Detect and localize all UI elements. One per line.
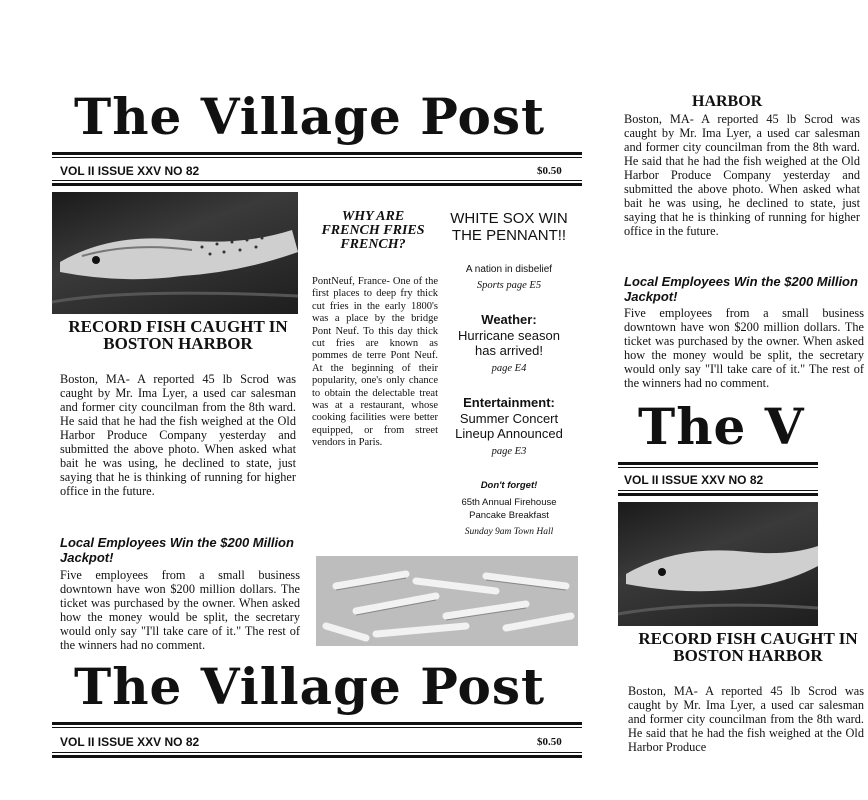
fries-body: PontNeuf, France- One of the first places to deep fry thick cut fries in the early 1800's was a place by the bridge Pont Neuf. To this day thick cut fries are known as pommes de terre Pont Neuf. At the beginning of their popularity, one's only chance to obtain the delectable treat was at a restaurant, whose cooking facilities were better equipped, or from street vendors in Paris. (312, 276, 438, 449)
issue-line-bottom: VOL II ISSUE XXV NO 82 (60, 735, 200, 749)
reminder-when: Sunday 9am Town Hall (464, 527, 554, 537)
masthead-title: The Village Post (74, 87, 546, 146)
entertainment-text: Summer Concert Lineup Announced (455, 411, 563, 441)
entertainment-page: page E3 (491, 446, 527, 457)
jackpot-body: Five employees from a small business downtown have won $200 million dollars. The ticket was purchased by the owner. When asked how the money would be split, the secretary would only say "I'll take care of it." The rest of the winners had no comment. (60, 568, 300, 652)
masthead-rule-bottom (52, 180, 582, 181)
right-sheet (612, 0, 864, 800)
right-jackpot-headline: Local Employees Win the $200 Million Jackpot! (624, 274, 858, 304)
right-rule1 (618, 462, 818, 465)
right-issue-line: VOL II ISSUE XXV NO 82 (624, 473, 764, 487)
right-rule3 (618, 490, 818, 491)
masthead-rule-top2 (52, 157, 582, 158)
fish-body: Boston, MA- A reported 45 lb Scrod was caught by Mr. Ima Lyer, a used car salesman and former city councilman from the 8th ward. He said that he had the fish weighed at the Old Harbor Produce Company yesterday and submitted the above photo. When asked what bait he was using, he declined to state, just saying that he is thinking of running for higher office in the future. (60, 372, 296, 498)
fish-photo (52, 192, 298, 314)
masthead-rule-top (52, 152, 582, 155)
price-bottom: $0.50 (537, 736, 562, 748)
masthead-bottom-rule2 (52, 727, 582, 728)
reminder-label: Don't forget! (480, 480, 538, 491)
weather-label: Weather: (481, 312, 537, 327)
sox-page: Sports page E5 (476, 280, 542, 291)
entertainment-label: Entertainment: (463, 395, 555, 410)
sox-subtitle: A nation in disbelief (465, 264, 553, 275)
reminder-text: 65th Annual Firehouse Pancake Breakfast (461, 497, 557, 521)
weather-page: page E4 (491, 363, 527, 374)
fish-headline: RECORD FISH CAUGHT IN BOSTON HARBOR (68, 317, 288, 353)
right-jackpot-body: Five employees from a small business downtown have won $200 million dollars. The ticket was purchased by the owner. When asked how the money would be split, the secretary would only say "I'll take care of it." The rest of the winners had no comment. (624, 306, 864, 390)
price: $0.50 (537, 165, 562, 177)
right-fish-headline: RECORD FISH CAUGHT IN BOSTON HARBOR (638, 629, 858, 665)
fries-photo (316, 556, 578, 646)
jackpot-headline: Local Employees Win the $200 Million Jackpot! (60, 535, 294, 565)
weather-text: Hurricane season has arrived! (458, 328, 560, 358)
issue-line: VOL II ISSUE XXV NO 82 (60, 164, 200, 178)
masthead-rule-bottom2 (52, 183, 582, 186)
sox-headline: WHITE SOX WIN THE PENNANT!! (450, 210, 568, 244)
masthead-bottom-rule (52, 722, 582, 725)
right-fish-body: Boston, MA- A reported 45 lb Scrod was caught by Mr. Ima Lyer, a used car salesman and former city councilman from the 8th ward. He said that he had the fish weighed at the Old Harbor Produce Company yesterday and submitted the above photo. When asked what bait he was using, he declined to state, just saying that he is thinking of running for higher office in the future. (624, 112, 860, 238)
fries-headline: WHY ARE FRENCH FRIES FRENCH? (321, 209, 425, 252)
masthead-bottom-rule4 (52, 755, 582, 758)
right-rule4 (618, 493, 818, 496)
right-rule2 (618, 467, 818, 468)
right-fish-body2: Boston, MA- A reported 45 lb Scrod was caught by Mr. Ima Lyer, a used car salesman and former city councilman from the 8th ward. He said that he had the fish weighed at the Old Harbor Produce (628, 684, 864, 754)
masthead-bottom-rule3 (52, 752, 582, 753)
right-fish-photo (618, 502, 818, 626)
right-harbor: HARBOR (692, 93, 763, 110)
masthead-title-bottom: The Village Post (74, 657, 546, 716)
right-masthead-partial: The V (638, 397, 805, 456)
